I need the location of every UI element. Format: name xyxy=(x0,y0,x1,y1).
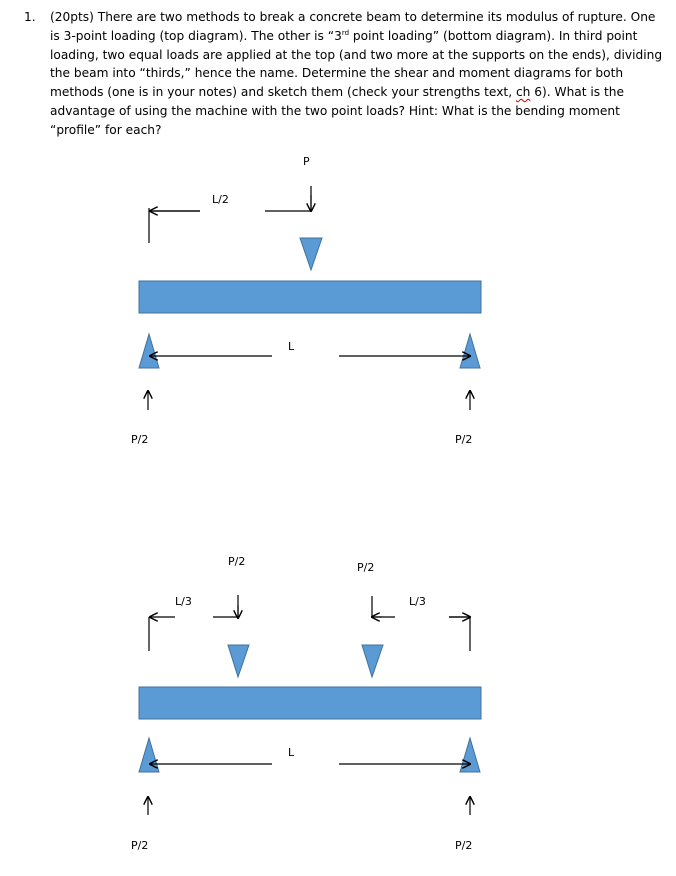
three-point-loading-diagram xyxy=(139,186,481,410)
load-arrow-right xyxy=(372,596,395,617)
question-number: 1. xyxy=(24,10,36,24)
third-point-loading-diagram xyxy=(139,595,481,815)
left-load-point-triangle xyxy=(228,645,249,677)
right-support-triangle xyxy=(460,334,480,368)
half-span-label: L/2 xyxy=(212,193,229,206)
span-label-2: L xyxy=(288,746,295,759)
span-label: L xyxy=(288,340,295,353)
spellcheck-flagged-word: ch xyxy=(515,85,531,100)
load-arrow-left xyxy=(213,595,238,617)
left-load-label: P/2 xyxy=(228,555,246,568)
third-label-right: L/3 xyxy=(409,595,426,608)
left-reaction-label-2: P/2 xyxy=(131,839,149,852)
left-support-triangle-2 xyxy=(139,738,159,772)
load-label-p: P xyxy=(303,155,310,168)
superscript-rd: rd xyxy=(341,28,350,37)
beam-bottom xyxy=(139,687,481,719)
left-reaction-label: P/2 xyxy=(131,433,149,446)
right-load-label: P/2 xyxy=(357,561,375,574)
beam-top xyxy=(139,281,481,313)
left-support-triangle xyxy=(139,334,159,368)
right-reaction-label-2: P/2 xyxy=(455,839,473,852)
load-arrow-p xyxy=(265,186,311,211)
half-span-dimension-left xyxy=(149,208,200,243)
question-middle: point loading” (bottom diagram). In third point loading, two equal loads are applied at the top (and two more at the supports on the ends), dividing the beam into “thirds,” hence the name. Determine the shear and moment diagrams for both methods (one is in your notes) and sketch them (check your strengths text, xyxy=(50,28,663,100)
third-label-left: L/3 xyxy=(175,595,192,608)
question-end: 6). What is the advantage of using the machine with the two point loads? Hint: What is the bending moment “profile” for each? xyxy=(50,85,625,137)
right-load-point-triangle xyxy=(362,645,383,677)
third-dimension-right xyxy=(449,617,470,651)
right-support-triangle-2 xyxy=(460,738,480,772)
right-reaction-label: P/2 xyxy=(455,433,473,446)
load-point-triangle xyxy=(300,238,322,270)
question-intro: (20pts) There are two methods to break a concrete beam to determine its modulus of rupture. One is 3-point loading (top diagram). The other is “3 xyxy=(50,10,656,43)
